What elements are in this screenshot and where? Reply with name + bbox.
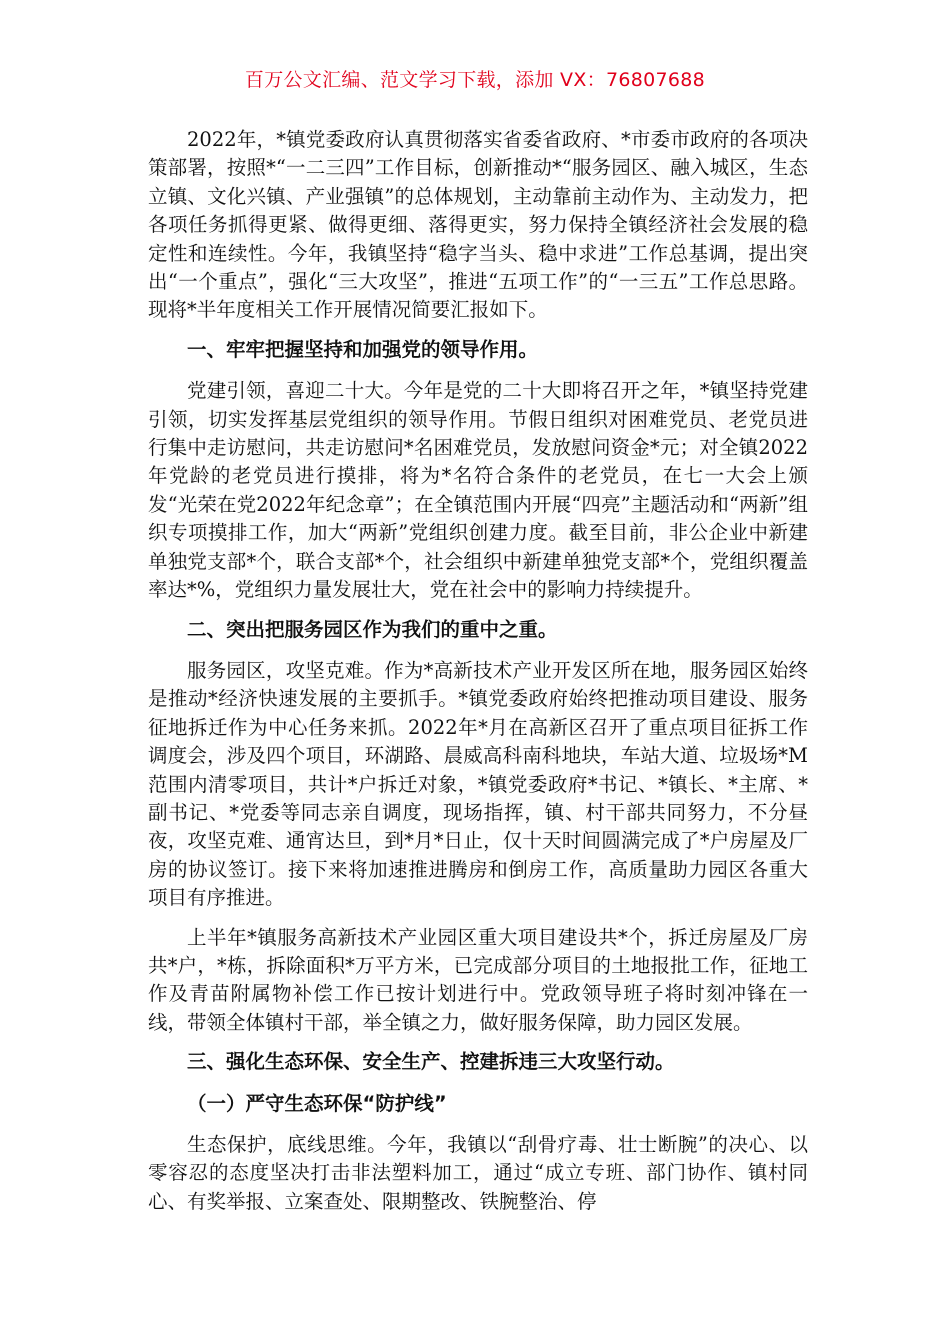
section-2-paragraph-1: 服务园区，攻坚克难。作为*高新技术产业开发区所在地，服务园区始终是推动*经济快速发展的主要抓手。*镇党委政府始终把推动项目建设、服务征地拆迁作为中心任务来抓。2022年*月在高新区召开了重点项目征拆工作调度会，涉及四个项目，环湖路、晨威高科南科地块，车站大道、垃圾场*M范围内清零项目，共计*户拆迁对象，*镇党委政府*书记、*镇长、*主席、*副书记、*党委等同志亲自调度，现场指挥，镇、村干部共同努力，不分昼夜，攻坚克难、通宵达旦，到*月*日止，仅十天时间圆满完成了*户房屋及厂房的协议签订。接下来将加速推进腾房和倒房工作，高质量助力园区各重大项目有序推进。 xyxy=(148,658,808,910)
intro-paragraph: 2022年，*镇党委政府认真贯彻落实省委省政府、*市委市政府的各项决策部署，按照*“一二三四”工作目标，创新推动*“服务园区、融入城区，生态立镇、文化兴镇、产业强镇”的总体规划，主动靠前主动作为、主动发力，把各项任务抓得更紧、做得更细、落得更实，努力保持全镇经济社会发展的稳定性和连续性。今年，我镇坚持“稳字当头、稳中求进”工作总基调，提出突出“一个重点”，强化“三大攻坚”，推进“五项工作”的“一三五”工作总思路。现将*半年度相关工作开展情况简要汇报如下。 xyxy=(148,128,808,322)
section-2-paragraph-2: 上半年*镇服务高新技术产业园区重大项目建设共*个，拆迁房屋及厂房共*户，*栋，拆除面积*万平方米，已完成部分项目的土地报批工作，征地工作及青苗附属物补偿工作已按计划进行中。党政领导班子将时刻冲锋在一线，带领全体镇村干部，举全镇之力，做好服务保障，助力园区发展。 xyxy=(148,925,808,1034)
watermark-banner: 百万公文汇编、范文学习下载，添加 VX：76807688 xyxy=(244,69,706,91)
section-1-heading: 一、牢牢把握坚持和加强党的领导作用。 xyxy=(187,337,539,361)
section-3-heading: 三、强化生态环保、安全生产、控建拆违三大攻坚行动。 xyxy=(187,1050,675,1074)
section-3-paragraph-1: 生态保护，底线思维。今年，我镇以“刮骨疗毒、壮士断腕”的决心、以零容忍的态度坚决打击非法塑料加工，通过“成立专班、部门协作、镇村同心、有奖举报、立案查处、限期整改、铁腕整治、停 xyxy=(148,1133,808,1213)
section-3-subheading-1: （一）严守生态环保“防护线” xyxy=(187,1091,447,1115)
section-2-heading: 二、突出把服务园区作为我们的重中之重。 xyxy=(187,617,558,641)
document-body xyxy=(148,126,808,1227)
section-1-paragraph: 党建引领，喜迎二十大。今年是党的二十大即将召开之年，*镇坚持党建引领，切实发挥基层党组织的领导作用。节假日组织对困难党员、老党员进行集中走访慰问，共走访慰问*名困难党员，发放慰问资金*元；对全镇2022年党龄的老党员进行摸排，将为*名符合条件的老党员，在七一大会上颁发“光荣在党2022年纪念章”；在全镇范围内开展“四亮”主题活动和“两新”组织专项摸排工作，加大“两新”党组织创建力度。截至目前，非公企业中新建单独党支部*个，联合支部*个，社会组织中新建单独党支部*个，党组织覆盖率达*%，党组织力量发展壮大，党在社会中的影响力持续提升。 xyxy=(148,379,808,602)
